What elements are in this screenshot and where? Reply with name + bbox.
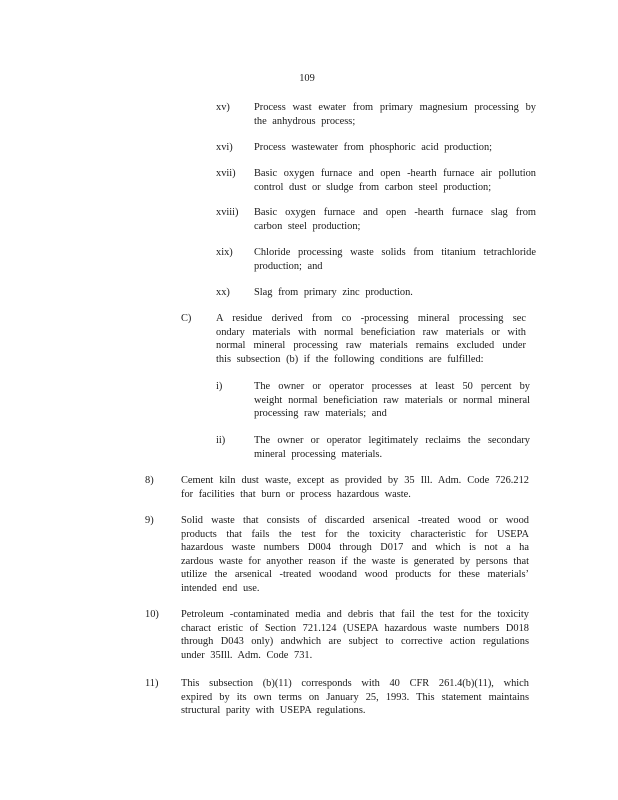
item-label: xvi) [216,142,233,153]
list-item [216,380,530,421]
item-label: C) [181,313,192,324]
list-item [216,246,536,273]
item-label: i) [216,381,223,392]
item-label: xv) [216,102,230,113]
item-text: Process wast ewater from primary magnesium processing by the anhydrous process; [254,102,536,127]
item-label: xviii) [216,207,239,218]
item-label: ii) [216,435,226,446]
item-text: Solid waste that consists of discarded arsenical -treated wood or wood products that fails the test for the toxicity characteristic for USEPA hazardous waste numbers D004 through D017 and which is not a ha zardous waste for anyother reason if the waste is generated by persons that utilize the arsenical -treated woodand wood products for these materials’ intended end use. [181,515,529,594]
list-item [216,286,536,300]
list-item [145,474,529,501]
item-label: 10) [145,609,159,620]
item-text: Petroleum -contaminated media and debris that fail the test for the toxicity charact eristic of Section 721.124 (USEPA hazardous waste numbers D018 through D043 only) andwhich are subject to corrective action regulations under 35Ill. Adm. Code 731. [181,609,529,661]
item-text: Basic oxygen furnace and open -hearth furnace air pollution control dust or sludge from carbon steel production; [254,168,536,193]
item-text: Basic oxygen furnace and open -hearth furnace slag from carbon steel production; [254,207,536,232]
item-label: 8) [145,475,154,486]
item-label: xix) [216,247,233,258]
list-item [216,434,530,461]
list-item [216,141,536,155]
item-label: 9) [145,515,154,526]
list-item [216,101,536,128]
item-label: 11) [145,678,159,689]
list-item [145,608,529,662]
list-item [216,206,536,233]
page-number: 109 [299,73,315,84]
list-item [145,514,529,596]
item-text: This subsection (b)(11) corresponds with 40 CFR 261.4(b)(11), which expired by its own terms on January 25, 1993. This statement maintains structural parity with USEPA regulations. [181,678,529,717]
list-item [181,312,526,366]
item-text: The owner or operator legitimately reclaims the secondary mineral processing materials. [254,435,530,460]
item-text: The owner or operator processes at least 50 percent by weight normal beneficiation raw materials or normal mineral processing raw materials; and [254,381,530,420]
item-text: A residue derived from co -processing mineral processing sec ondary materials with normal beneficiation raw materials or with normal mineral processing raw materials remains excluded under this subsection (b) if the following conditions are fulfilled: [216,313,526,365]
list-item [145,677,529,718]
item-label: xx) [216,287,230,298]
item-text: Cement kiln dust waste, except as provided by 35 Ill. Adm. Code 726.212 for facilities that burn or process hazardous waste. [181,475,529,500]
item-text: Chloride processing waste solids from titanium tetrachloride production; and [254,247,536,272]
list-item [216,167,536,194]
item-text: Slag from primary zinc production. [254,287,413,298]
item-label: xvii) [216,168,236,179]
item-text: Process wastewater from phosphoric acid production; [254,142,493,153]
